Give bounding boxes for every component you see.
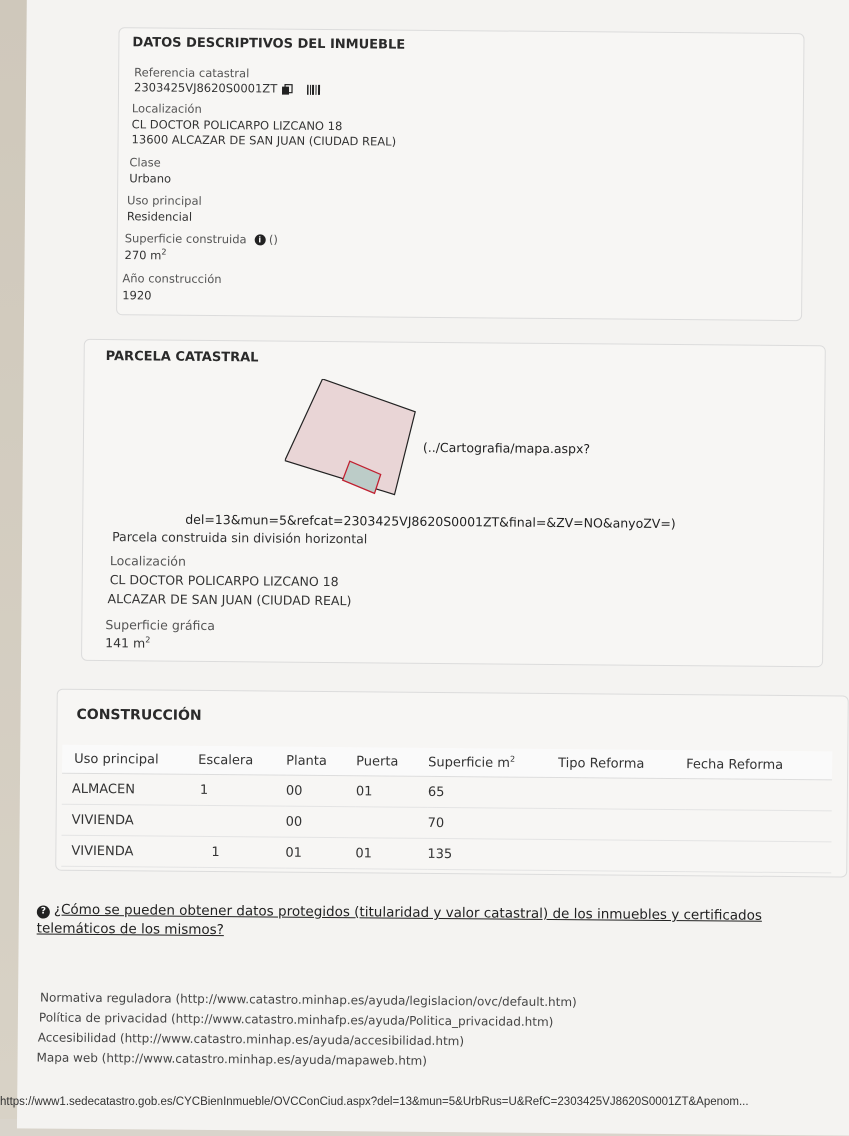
question-icon: ? <box>37 905 50 918</box>
cell-puerta: 01 <box>356 776 428 808</box>
uso-label: Uso principal <box>126 193 202 208</box>
parcela-sup-value: 141 m <box>105 635 146 651</box>
anio-value: 1920 <box>122 288 152 303</box>
cell-fecha-reforma <box>685 841 831 873</box>
col-superficie-sup: 2 <box>509 754 516 764</box>
parcela-tipo: Parcela construida sin división horizontal <box>112 529 368 547</box>
footer-mapa-web[interactable]: Mapa web (http://www.catastro.minhap.es/ayuda/mapaweb.htm) <box>36 1050 428 1068</box>
map-link-part1[interactable]: (../Cartografia/mapa.aspx? <box>422 439 591 457</box>
clase-label: Clase <box>129 155 161 170</box>
parcela-sup-label: Superficie gráfica <box>105 617 216 634</box>
superficie-unit-sup: 2 <box>161 247 167 257</box>
superficie-label-row <box>125 231 278 246</box>
clase-value: Urbano <box>129 171 172 186</box>
table-row <box>61 835 831 873</box>
col-puerta: Puerta <box>356 747 428 776</box>
help-section <box>37 900 827 945</box>
ref-value-row <box>134 80 321 96</box>
info-icon[interactable]: i <box>254 234 265 245</box>
cell-fecha-reforma <box>686 779 832 811</box>
construccion-title: CONSTRUCCIÓN <box>76 706 202 724</box>
cell-uso: VIVIENDA <box>61 835 197 867</box>
cell-planta: 01 <box>285 837 355 869</box>
footer-privacidad[interactable]: Política de privacidad (http://www.catastro.minhafp.es/ayuda/Politica_privacidad.htm) <box>38 1010 554 1029</box>
cell-puerta: 01 <box>355 838 427 870</box>
cell-uso: VIVIENDA <box>62 804 198 836</box>
copy-icon[interactable] <box>281 83 293 95</box>
loc-line1: CL DOCTOR POLICARPO LIZCANO 18 <box>131 117 343 134</box>
cell-tipo-reforma <box>557 840 685 872</box>
loc-line2: 13600 ALCAZAR DE SAN JUAN (CIUDAD REAL) <box>131 132 397 149</box>
footer-normativa[interactable]: Normativa reguladora (http://www.catastro.minhap.es/ayuda/legislacion/ovc/default.htm) <box>40 990 577 1010</box>
cell-escalera <box>198 805 286 837</box>
col-fecha-reforma: Fecha Reforma <box>686 750 832 780</box>
parcela-sup-value-row <box>105 635 150 651</box>
anio-label: Año construcción <box>122 271 222 287</box>
datos-title: DATOS DESCRIPTIVOS DEL INMUEBLE <box>132 35 406 53</box>
cell-escalera: 1 <box>197 836 285 868</box>
construccion-table <box>61 745 832 874</box>
cell-tipo-reforma <box>557 809 685 841</box>
parcela-loc-line1: CL DOCTOR POLICARPO LIZCANO 18 <box>109 572 339 590</box>
cell-fecha-reforma <box>685 810 831 842</box>
help-link[interactable]: ¿Cómo se pueden obtener datos protegidos (titularidad y valor catastral) de los inmuebles y certificados telemáticos de los mismos? <box>36 901 762 939</box>
cell-planta: 00 <box>286 775 356 807</box>
barcode-icon[interactable] <box>307 83 321 95</box>
superficie-value: 270 m <box>124 248 162 263</box>
cell-puerta <box>356 807 428 839</box>
parcela-loc-line2: ALCAZAR DE SAN JUAN (CIUDAD REAL) <box>107 591 352 609</box>
uso-value: Residencial <box>126 209 193 224</box>
ref-label: Referencia catastral <box>134 65 250 81</box>
cell-superficie: 65 <box>428 776 558 808</box>
col-tipo-reforma: Tipo Reforma <box>558 749 686 779</box>
col-superficie-text: Superficie m <box>428 755 511 771</box>
map-link-part2[interactable]: del=13&mun=5&refcat=2303425VJ8620S0001ZT&final=&ZV=NO&anyoZV=) <box>185 511 676 532</box>
col-escalera: Escalera <box>198 746 286 775</box>
loc-label: Localización <box>131 101 202 116</box>
page-title <box>145 0 426 2</box>
printed-page <box>17 0 849 1136</box>
cell-superficie: 135 <box>427 838 557 870</box>
superficie-paren: () <box>268 232 278 247</box>
col-superficie <box>428 748 558 778</box>
parcela-loc-label: Localización <box>109 553 186 569</box>
printed-url: https://www1.sedecatastro.gob.es/CYCBienInmueble/OVCConCiud.aspx?del=13&mun=5&UrbRus=U&RefC=2303425VJ8620S0001ZT&Apenom... <box>0 1096 749 1108</box>
col-planta: Planta <box>286 747 356 776</box>
footer-accesibilidad[interactable]: Accesibilidad (http://www.catastro.minhap.es/ayuda/accesibilidad.htm) <box>37 1030 465 1049</box>
parcel-map[interactable] <box>284 379 425 502</box>
superficie-label: Superficie construida <box>124 231 247 247</box>
parcela-sup-unit-sup: 2 <box>145 635 151 645</box>
cell-tipo-reforma <box>558 778 686 810</box>
superficie-value-row <box>125 247 167 262</box>
cell-planta: 00 <box>286 806 356 838</box>
cell-uso: ALMACEN <box>62 773 198 805</box>
ref-value: 2303425VJ8620S0001ZT <box>133 80 278 96</box>
col-uso: Uso principal <box>62 745 198 775</box>
cell-escalera: 1 <box>198 774 286 806</box>
cell-superficie: 70 <box>428 807 558 839</box>
parcela-title: PARCELA CATASTRAL <box>105 349 259 366</box>
